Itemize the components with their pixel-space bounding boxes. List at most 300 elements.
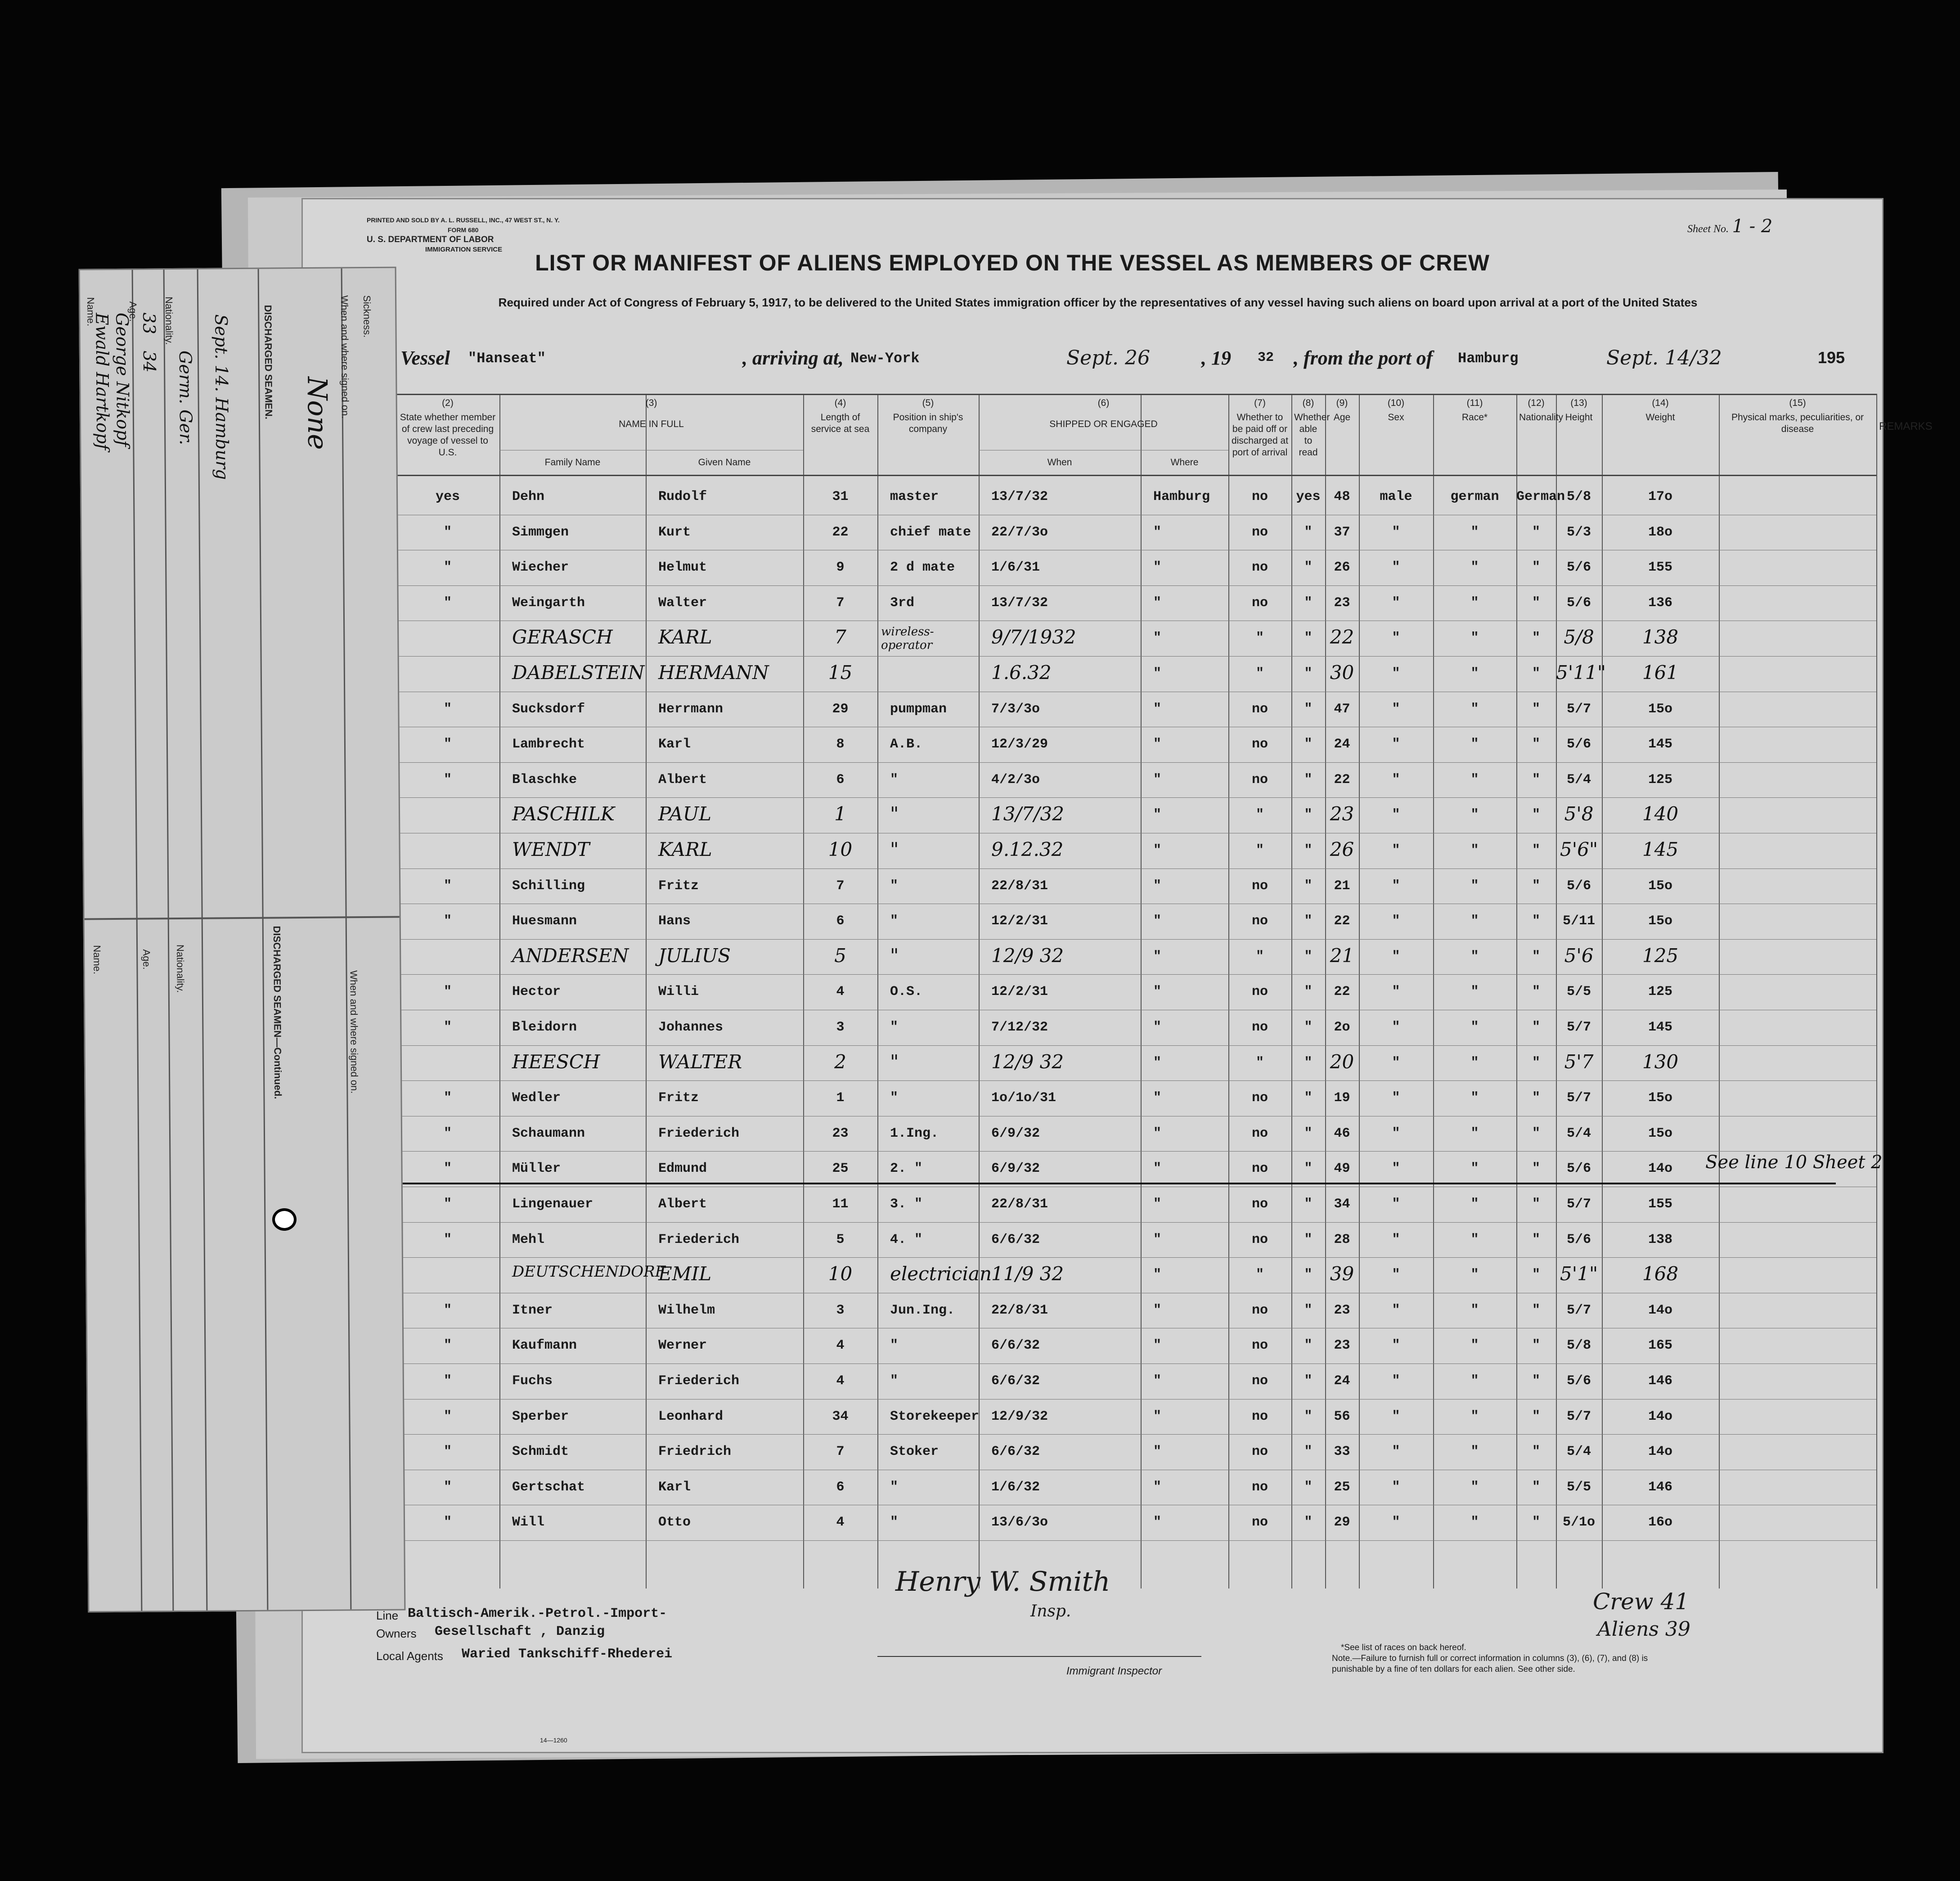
page-title: LIST OR MANIFEST OF ALIENS EMPLOYED ON THE VESSEL AS MEMBERS OF CREW bbox=[535, 250, 1490, 275]
cell-prev: " bbox=[443, 524, 452, 540]
cell-race: " bbox=[1470, 1055, 1479, 1071]
cell-sex: " bbox=[1392, 630, 1400, 646]
strip-entry-name-1: Ewald Hartkopf bbox=[92, 312, 113, 450]
cell-prev: " bbox=[443, 701, 452, 717]
cell-weight: 155 bbox=[1648, 1197, 1672, 1212]
cell-height: 5/6 bbox=[1566, 737, 1591, 752]
cell-height: 5/7 bbox=[1566, 1197, 1591, 1212]
cell-position: " bbox=[890, 878, 899, 894]
cell-paid: no bbox=[1251, 1338, 1268, 1354]
strip-heading: DISCHARGED SEAMEN. bbox=[262, 305, 274, 419]
column-header: SHIPPED OR ENGAGED bbox=[1049, 419, 1158, 429]
cell-height: 5/8 bbox=[1566, 1338, 1591, 1354]
cell-read: " bbox=[1304, 1267, 1313, 1283]
cell-prev: " bbox=[443, 1515, 452, 1530]
cell-age: 24 bbox=[1334, 1373, 1350, 1389]
row-rule bbox=[396, 1434, 1876, 1435]
cell-nat: German bbox=[1516, 489, 1565, 504]
cell-given: Fritz bbox=[658, 878, 699, 894]
cell-given: Wilhelm bbox=[658, 1302, 715, 1318]
cell-paid: no bbox=[1251, 489, 1268, 504]
cell-position: " bbox=[890, 1373, 899, 1389]
cell-given: Karl bbox=[658, 1479, 691, 1495]
column-header: Nationality bbox=[1519, 412, 1564, 423]
cell-race: " bbox=[1470, 984, 1479, 1000]
column-number: (2) bbox=[442, 398, 454, 408]
cell-nat: " bbox=[1532, 1338, 1540, 1354]
cell-family: Fuchs bbox=[512, 1373, 553, 1389]
cell-position: " bbox=[890, 1050, 899, 1073]
cell-read: " bbox=[1304, 1197, 1313, 1212]
cell-where: " bbox=[1153, 807, 1162, 823]
cell-height: 5/8 bbox=[1564, 626, 1594, 648]
cell-weight: 17o bbox=[1648, 489, 1672, 504]
cell-sex: " bbox=[1392, 1302, 1400, 1318]
cell-prev: " bbox=[443, 914, 452, 929]
page-mark: 195 bbox=[1818, 348, 1845, 367]
cell-height: 5/6 bbox=[1566, 1373, 1591, 1389]
cell-read: " bbox=[1304, 1232, 1313, 1247]
cell-race: " bbox=[1470, 1090, 1479, 1106]
cell-prev: " bbox=[443, 1444, 452, 1460]
cell-nat: " bbox=[1532, 1020, 1540, 1035]
cell-read: " bbox=[1304, 984, 1313, 1000]
cell-where: " bbox=[1153, 524, 1162, 540]
cell-service: 3 bbox=[836, 1302, 845, 1318]
cell-service: 3 bbox=[836, 1020, 845, 1035]
cell-position: " bbox=[890, 944, 899, 967]
cell-where: " bbox=[1153, 1232, 1162, 1247]
cell-where: " bbox=[1153, 878, 1162, 894]
cell-sex: " bbox=[1392, 1090, 1400, 1106]
cell-age: 21 bbox=[1330, 944, 1354, 967]
cell-service: 29 bbox=[832, 701, 849, 717]
cell-service: 34 bbox=[832, 1408, 849, 1424]
cell-when: 9.12.32 bbox=[991, 838, 1064, 860]
cell-given: Friederich bbox=[658, 1232, 740, 1247]
cell-nat: " bbox=[1532, 1161, 1540, 1177]
cell-sex: " bbox=[1392, 1408, 1400, 1424]
cell-nat: " bbox=[1532, 1373, 1540, 1389]
cell-where: " bbox=[1153, 1267, 1162, 1283]
cell-when: 11/9 32 bbox=[991, 1263, 1064, 1285]
cell-paid: no bbox=[1251, 1161, 1268, 1177]
cell-given: Fritz bbox=[658, 1090, 699, 1106]
cell-service: 8 bbox=[836, 737, 845, 752]
cell-read: yes bbox=[1296, 489, 1321, 504]
cell-where: " bbox=[1153, 1197, 1162, 1212]
column-subheader: Given Name bbox=[698, 457, 751, 468]
cell-height: 5'6" bbox=[1560, 838, 1598, 860]
cell-height: 5/7 bbox=[1566, 701, 1591, 717]
cell-service: 25 bbox=[832, 1161, 849, 1177]
cell-weight: 168 bbox=[1642, 1263, 1679, 1285]
inspector-signature: Henry W. Smith bbox=[895, 1566, 1110, 1598]
strike-line bbox=[382, 1183, 1836, 1184]
cell-position: " bbox=[890, 1020, 899, 1035]
column-rule bbox=[1719, 394, 1720, 1588]
cell-height: 5/7 bbox=[1566, 1302, 1591, 1318]
cell-read: " bbox=[1304, 666, 1313, 681]
cell-nat: " bbox=[1532, 1197, 1540, 1212]
cell-paid: no bbox=[1251, 701, 1268, 717]
cell-prev: " bbox=[443, 560, 452, 576]
cell-paid: no bbox=[1251, 1479, 1268, 1495]
cell-sex: " bbox=[1392, 843, 1400, 858]
row-rule bbox=[396, 939, 1876, 940]
cell-sex: " bbox=[1392, 666, 1400, 681]
cell-read: " bbox=[1304, 1338, 1313, 1354]
cell-age: 22 bbox=[1330, 626, 1354, 648]
line-value: Baltisch-Amerik.-Petrol.-Import- bbox=[408, 1606, 667, 1621]
cell-sex: " bbox=[1392, 737, 1400, 752]
cell-where: " bbox=[1153, 1090, 1162, 1106]
cell-race: " bbox=[1470, 1125, 1479, 1141]
row-rule bbox=[396, 1540, 1876, 1541]
cell-weight: 161 bbox=[1642, 662, 1679, 684]
cell-paid: no bbox=[1251, 737, 1268, 752]
column-number: (6) bbox=[1097, 398, 1110, 408]
cell-age: 46 bbox=[1334, 1125, 1350, 1141]
column-number: (11) bbox=[1466, 398, 1483, 408]
cell-race: " bbox=[1470, 772, 1479, 788]
cell-family: Kaufmann bbox=[512, 1338, 577, 1354]
cell-paid: no bbox=[1251, 1515, 1268, 1530]
cell-age: 25 bbox=[1334, 1479, 1350, 1495]
cell-nat: " bbox=[1532, 949, 1540, 964]
strip-heading-continued: DISCHARGED SEAMEN—Continued. bbox=[271, 926, 284, 1099]
cell-height: 5'6 bbox=[1564, 944, 1594, 967]
cell-family: Gertschat bbox=[512, 1479, 585, 1495]
cell-position: 2. " bbox=[890, 1161, 923, 1177]
cell-height: 5/4 bbox=[1566, 1444, 1591, 1460]
cell-family: Huesmann bbox=[512, 914, 577, 929]
cell-height: 5'7 bbox=[1564, 1050, 1594, 1073]
cell-height: 5/3 bbox=[1566, 524, 1591, 540]
cell-race: " bbox=[1470, 1408, 1479, 1424]
cell-race: " bbox=[1470, 560, 1479, 576]
printer-info: PRINTED AND SOLD BY A. L. RUSSELL, INC., 47 WEST ST., N. Y. FORM 680 U. S. DEPARTMENT OF LABOR IMMIGRATION SERVICE bbox=[367, 216, 560, 253]
strip-col-nationality: Nationality. bbox=[163, 297, 175, 345]
cell-race: " bbox=[1470, 949, 1479, 964]
cell-weight: 125 bbox=[1648, 984, 1672, 1000]
cell-where: " bbox=[1153, 595, 1162, 611]
cell-nat: " bbox=[1532, 630, 1540, 646]
cell-service: 4 bbox=[836, 1373, 845, 1389]
cell-when: 12/9 32 bbox=[991, 1050, 1064, 1073]
cell-read: " bbox=[1304, 701, 1313, 717]
column-header: REMARKS bbox=[1879, 420, 1933, 432]
cell-prev: " bbox=[443, 1408, 452, 1424]
cell-given: Kurt bbox=[658, 524, 691, 540]
cell-read: " bbox=[1304, 524, 1313, 540]
cell-age: 28 bbox=[1334, 1232, 1350, 1247]
cell-position: chief mate bbox=[890, 524, 971, 540]
cell-paid: no bbox=[1251, 524, 1268, 540]
cell-where: " bbox=[1153, 1302, 1162, 1318]
cell-when: 1/6/32 bbox=[991, 1479, 1040, 1495]
cell-sex: male bbox=[1380, 489, 1412, 504]
strip-col-signed-on: When and where signed on. bbox=[339, 295, 351, 419]
cell-age: 47 bbox=[1334, 701, 1350, 717]
cell-when: 13/7/32 bbox=[991, 595, 1048, 611]
row-rule bbox=[396, 762, 1876, 763]
column-header: Race* bbox=[1461, 412, 1488, 423]
cell-read: " bbox=[1304, 1125, 1313, 1141]
cell-age: 23 bbox=[1334, 1338, 1350, 1354]
cell-sex: " bbox=[1392, 1232, 1400, 1247]
cell-sex: " bbox=[1392, 1125, 1400, 1141]
cell-weight: 15o bbox=[1648, 1090, 1672, 1106]
cell-height: 5/7 bbox=[1566, 1408, 1591, 1424]
cell-service: 31 bbox=[832, 489, 849, 504]
cell-family: Blaschke bbox=[512, 772, 577, 788]
row-rule bbox=[396, 974, 1876, 975]
cell-weight: 130 bbox=[1642, 1050, 1679, 1073]
cell-where: " bbox=[1153, 630, 1162, 646]
cell-position: 1.Ing. bbox=[890, 1125, 939, 1141]
column-rule bbox=[1876, 394, 1877, 1588]
cell-family: Wedler bbox=[512, 1090, 561, 1106]
cell-prev: " bbox=[443, 1373, 452, 1389]
cell-given: Friederich bbox=[658, 1373, 740, 1389]
cell-service: 10 bbox=[828, 1263, 853, 1285]
cell-read: " bbox=[1304, 949, 1313, 964]
cell-where: " bbox=[1153, 984, 1162, 1000]
cell-height: 5/8 bbox=[1566, 489, 1591, 504]
cell-age: 56 bbox=[1334, 1408, 1350, 1424]
row-rule bbox=[396, 1151, 1876, 1152]
cell-service: 11 bbox=[832, 1197, 849, 1212]
cell-when: 12/9/32 bbox=[991, 1408, 1048, 1424]
cell-paid: " bbox=[1255, 666, 1264, 681]
cell-height: 5/6 bbox=[1566, 595, 1591, 611]
cell-given: KARL bbox=[658, 838, 712, 860]
cell-family: Schilling bbox=[512, 878, 585, 894]
table-rule bbox=[396, 394, 1876, 395]
cell-height: 5/5 bbox=[1566, 984, 1591, 1000]
column-number: (10) bbox=[1387, 398, 1405, 408]
cell-race: " bbox=[1470, 1444, 1479, 1460]
cell-nat: " bbox=[1532, 737, 1540, 752]
cell-nat: " bbox=[1532, 807, 1540, 823]
cell-age: 49 bbox=[1334, 1161, 1350, 1177]
cell-sex: " bbox=[1392, 595, 1400, 611]
cell-family: DABELSTEIN bbox=[512, 662, 645, 684]
cell-position: 3rd bbox=[890, 595, 915, 611]
cell-weight: 138 bbox=[1642, 626, 1679, 648]
page-subtitle: Required under Act of Congress of February 5, 1917, to be delivered to the United States immigration officer by the representatives of any vessel having such aliens on board upon arrival at a port of the United States bbox=[498, 296, 1698, 309]
column-number: (12) bbox=[1528, 398, 1545, 408]
cell-prev: " bbox=[443, 1125, 452, 1141]
cell-age: 23 bbox=[1330, 803, 1354, 825]
cell-when: 1o/1o/31 bbox=[991, 1090, 1056, 1106]
cell-read: " bbox=[1304, 772, 1313, 788]
cell-nat: " bbox=[1532, 1090, 1540, 1106]
cell-prev: " bbox=[443, 1020, 452, 1035]
cell-race: " bbox=[1470, 1197, 1479, 1212]
cell-given: HERMANN bbox=[658, 662, 769, 684]
cell-height: 5/7 bbox=[1566, 1020, 1591, 1035]
cell-paid: no bbox=[1251, 878, 1268, 894]
cell-paid: no bbox=[1251, 1444, 1268, 1460]
cell-read: " bbox=[1304, 1161, 1313, 1177]
cell-prev: " bbox=[443, 1161, 452, 1177]
punch-hole bbox=[272, 1208, 297, 1231]
cell-read: " bbox=[1304, 807, 1313, 823]
cell-paid: no bbox=[1251, 1197, 1268, 1212]
cell-race: " bbox=[1470, 524, 1479, 540]
cell-age: 39 bbox=[1330, 1263, 1354, 1285]
cell-weight: 155 bbox=[1648, 560, 1672, 576]
cell-when: 9/7/1932 bbox=[991, 626, 1076, 648]
cell-sex: " bbox=[1392, 772, 1400, 788]
cell-nat: " bbox=[1532, 772, 1540, 788]
owners-value: Gesellschaft , Danzig bbox=[435, 1624, 605, 1639]
cell-service: 1 bbox=[834, 803, 846, 825]
cell-given: WALTER bbox=[658, 1050, 742, 1073]
column-rule bbox=[1141, 394, 1142, 1588]
cell-height: 5/5 bbox=[1566, 1479, 1591, 1495]
cell-height: 5'11" bbox=[1556, 662, 1606, 684]
cell-race: " bbox=[1470, 1515, 1479, 1530]
cell-service: 10 bbox=[828, 838, 853, 860]
cell-race: " bbox=[1470, 1232, 1479, 1247]
cell-sex: " bbox=[1392, 1197, 1400, 1212]
cell-race: " bbox=[1470, 878, 1479, 894]
column-subheader: When bbox=[1047, 457, 1072, 468]
sheet-number: Sheet No. 1 - 2 bbox=[1687, 216, 1773, 237]
cell-service: 23 bbox=[832, 1125, 849, 1141]
cell-read: " bbox=[1304, 560, 1313, 576]
row-rule bbox=[396, 656, 1876, 657]
column-header: Length of service at sea bbox=[811, 412, 870, 434]
cell-sex: " bbox=[1392, 560, 1400, 576]
cell-service: 6 bbox=[836, 772, 845, 788]
cell-position: " bbox=[890, 1515, 899, 1530]
cell-where: " bbox=[1153, 843, 1162, 858]
aliens-count: Aliens 39 bbox=[1597, 1618, 1690, 1641]
cell-read: " bbox=[1304, 1408, 1313, 1424]
cell-where: " bbox=[1153, 1444, 1162, 1460]
cell-where: " bbox=[1153, 560, 1162, 576]
cell-sex: " bbox=[1392, 878, 1400, 894]
cell-where: " bbox=[1153, 914, 1162, 929]
cell-height: 5/6 bbox=[1566, 1232, 1591, 1247]
cell-paid: no bbox=[1251, 984, 1268, 1000]
column-header: Position in ship's company bbox=[893, 412, 963, 434]
arrival-port: New-York bbox=[850, 350, 920, 367]
column-rule bbox=[646, 394, 647, 1588]
cell-service: 5 bbox=[836, 1232, 845, 1247]
cell-given: Walter bbox=[658, 595, 707, 611]
cell-where: " bbox=[1153, 737, 1162, 752]
cell-sex: " bbox=[1392, 1373, 1400, 1389]
cell-height: 5/4 bbox=[1566, 772, 1591, 788]
cell-race: " bbox=[1470, 666, 1479, 681]
cell-sex: " bbox=[1392, 1444, 1400, 1460]
cell-family: HEESCH bbox=[512, 1050, 600, 1073]
row-rule bbox=[396, 1257, 1876, 1258]
cell-weight: 15o bbox=[1648, 878, 1672, 894]
strip-col-sickness: Sickness. bbox=[361, 295, 373, 338]
cell-paid: no bbox=[1251, 595, 1268, 611]
strip-entry-none: None bbox=[301, 376, 333, 450]
cell-service: 2 bbox=[834, 1050, 846, 1073]
voyage-line: Vessel "Hanseat" , arriving at, New-York Sept. 26 , 19 32 , from the port of Hamburg Sept. 14/32 195 bbox=[400, 346, 1845, 369]
cell-when: 6/6/32 bbox=[991, 1232, 1040, 1247]
cell-weight: 146 bbox=[1648, 1479, 1672, 1495]
cell-age: 23 bbox=[1334, 1302, 1350, 1318]
cell-sex: " bbox=[1392, 1267, 1400, 1283]
cell-race: " bbox=[1470, 843, 1479, 858]
cell-position: " bbox=[890, 914, 899, 929]
cell-weight: 145 bbox=[1648, 737, 1672, 752]
cell-when: 13/7/32 bbox=[991, 803, 1064, 825]
cell-age: 26 bbox=[1334, 560, 1350, 576]
cell-family: Weingarth bbox=[512, 595, 585, 611]
cell-family: Wiecher bbox=[512, 560, 569, 576]
cell-given: EMIL bbox=[658, 1263, 712, 1285]
column-number: (15) bbox=[1789, 398, 1806, 408]
cell-read: " bbox=[1304, 914, 1313, 929]
cell-nat: " bbox=[1532, 984, 1540, 1000]
departure-date: Sept. 14/32 bbox=[1606, 346, 1722, 369]
cell-race: " bbox=[1470, 630, 1479, 646]
cell-position: 3. " bbox=[890, 1197, 923, 1212]
cell-given: PAUL bbox=[658, 803, 712, 825]
cell-height: 5/7 bbox=[1566, 1090, 1591, 1106]
column-number: (4) bbox=[834, 398, 846, 408]
cell-service: 6 bbox=[836, 1479, 845, 1495]
cell-where: " bbox=[1153, 949, 1162, 964]
cell-prev: " bbox=[443, 1232, 452, 1247]
cell-sex: " bbox=[1392, 701, 1400, 717]
column-number: (5) bbox=[922, 398, 934, 408]
cell-where: " bbox=[1153, 701, 1162, 717]
cell-family: DEUTSCHENDORF bbox=[512, 1263, 666, 1281]
cell-service: 9 bbox=[836, 560, 845, 576]
cell-given: Friedrich bbox=[658, 1444, 732, 1460]
cell-sex: " bbox=[1392, 1515, 1400, 1530]
cell-when: 6/6/32 bbox=[991, 1373, 1040, 1389]
cell-where: " bbox=[1153, 1055, 1162, 1071]
cell-where: " bbox=[1153, 1408, 1162, 1424]
table-rule bbox=[396, 475, 1876, 476]
cell-age: 21 bbox=[1334, 878, 1350, 894]
cell-service: 4 bbox=[836, 984, 845, 1000]
column-header: Physical marks, peculiarities, or disease bbox=[1731, 412, 1864, 434]
cell-position: " bbox=[890, 772, 899, 788]
cell-read: " bbox=[1304, 1479, 1313, 1495]
cell-when: 6/6/32 bbox=[991, 1338, 1040, 1354]
cell-race: " bbox=[1470, 807, 1479, 823]
cell-nat: " bbox=[1532, 878, 1540, 894]
cell-family: Will bbox=[512, 1515, 545, 1530]
cell-when: 6/9/32 bbox=[991, 1161, 1040, 1177]
column-header: NAME IN FULL bbox=[619, 419, 684, 429]
cell-paid: " bbox=[1255, 630, 1264, 646]
cell-nat: " bbox=[1532, 843, 1540, 858]
cell-where: " bbox=[1153, 1020, 1162, 1035]
cell-weight: 16o bbox=[1648, 1515, 1672, 1530]
cell-prev: " bbox=[443, 984, 452, 1000]
cell-when: 4/2/3o bbox=[991, 772, 1040, 788]
cell-age: 48 bbox=[1334, 489, 1350, 504]
cell-family: Dehn bbox=[512, 489, 545, 504]
column-header: Height bbox=[1565, 412, 1593, 423]
cell-nat: " bbox=[1532, 1302, 1540, 1318]
